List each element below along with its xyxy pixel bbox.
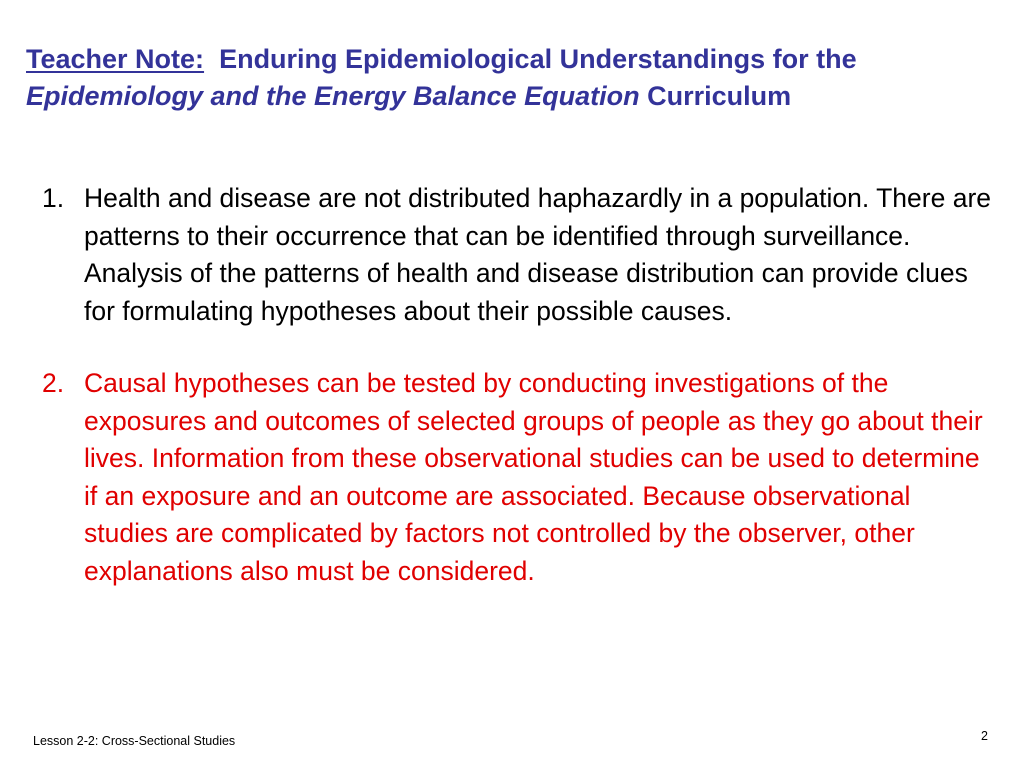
list-item — [42, 180, 992, 330]
list-item-number: 2. — [42, 368, 65, 398]
list-item-number: 1. — [42, 183, 65, 213]
lesson-footer: Lesson 2-2: Cross-Sectional Studies — [33, 734, 236, 748]
list-item-text: Health and disease are not distributed haphazardly in a population. There are patterns to their occurrence that can be identified through surveillance. Analysis of the patterns of health and disease distribution can provide clues for formulating hypotheses about their possible causes. — [84, 183, 992, 326]
slide-title — [26, 41, 1016, 115]
title-text-part1: Enduring Epidemiological Understandings for the — [219, 44, 857, 74]
teacher-note-label: Teacher Note: — [26, 44, 205, 74]
understandings-list — [42, 180, 992, 590]
title-curriculum-name: Epidemiology and the Energy Balance Equation — [26, 81, 640, 111]
page-number: 2 — [981, 729, 988, 743]
list-item — [42, 365, 992, 590]
list-item-text: Causal hypotheses can be tested by conducting investigations of the exposures and outcomes of selected groups of people as they go about their lives. Information from these observational studies can be used to determine if an exposure and an outcome are associated. Because observational studies are complicated by factors not controlled by the observer, other explanations also must be considered. — [84, 368, 983, 586]
title-text-part2: Curriculum — [647, 81, 792, 111]
